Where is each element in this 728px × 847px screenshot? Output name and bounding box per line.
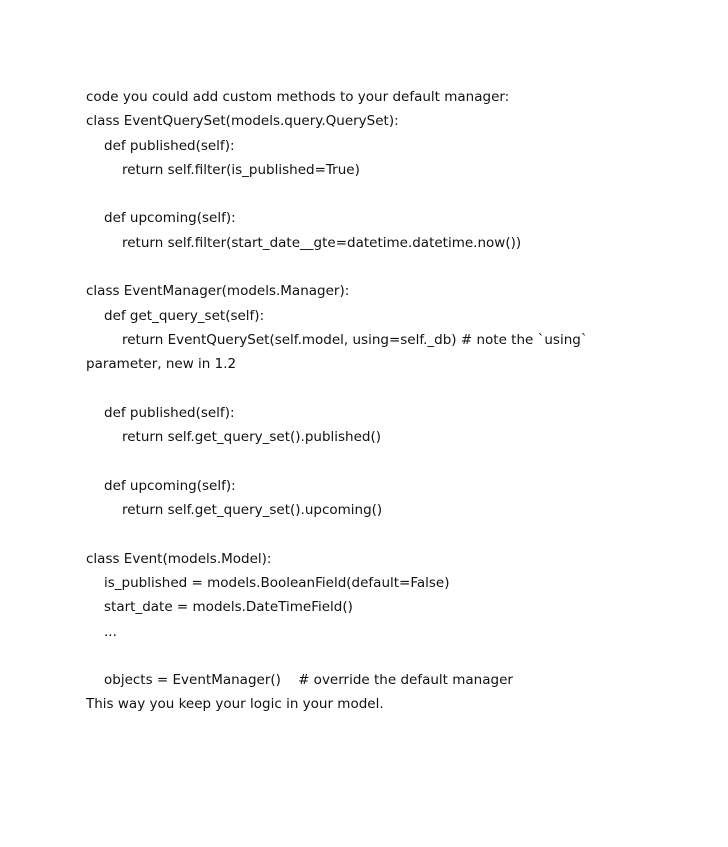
code-line: start_date = models.DateTimeField(): [104, 599, 353, 616]
code-line: return self.get_query_set().upcoming(): [122, 502, 383, 519]
code-line: return self.get_query_set().published(): [122, 429, 382, 446]
code-line-wrap: parameter, new in 1.2: [86, 356, 237, 373]
code-line: class Event(models.Model):: [86, 550, 272, 567]
code-line: def upcoming(self):: [104, 210, 236, 227]
code-line: is_published = models.BooleanField(default=False): [104, 574, 450, 591]
blank-line: [86, 377, 646, 401]
blank-line: [86, 644, 646, 668]
code-line: class EventManager(models.Manager):: [86, 283, 350, 300]
code-line: return self.filter(start_date__gte=datetime.datetime.now()): [122, 234, 522, 251]
code-line: def get_query_set(self):: [104, 307, 265, 324]
blank-line: [86, 522, 646, 546]
text-line: code you could add custom methods to your default manager:: [86, 89, 510, 105]
document-body: [86, 85, 646, 717]
blank-line: [86, 255, 646, 279]
blank-line: [86, 449, 646, 473]
blank-line: [86, 182, 646, 206]
code-line: def upcoming(self):: [104, 477, 236, 494]
text-line: This way you keep your logic in your model.: [86, 696, 384, 713]
code-line: def published(self):: [104, 404, 235, 421]
code-line: class EventQuerySet(models.query.QuerySet):: [86, 113, 399, 130]
code-line: def published(self):: [104, 137, 235, 154]
code-line: return self.filter(is_published=True): [122, 161, 360, 178]
code-line: objects = EventManager() # override the default manager: [104, 672, 513, 689]
code-line: ...: [104, 623, 117, 640]
code-line: return EventQuerySet(self.model, using=self._db) # note the `using`: [122, 331, 588, 348]
